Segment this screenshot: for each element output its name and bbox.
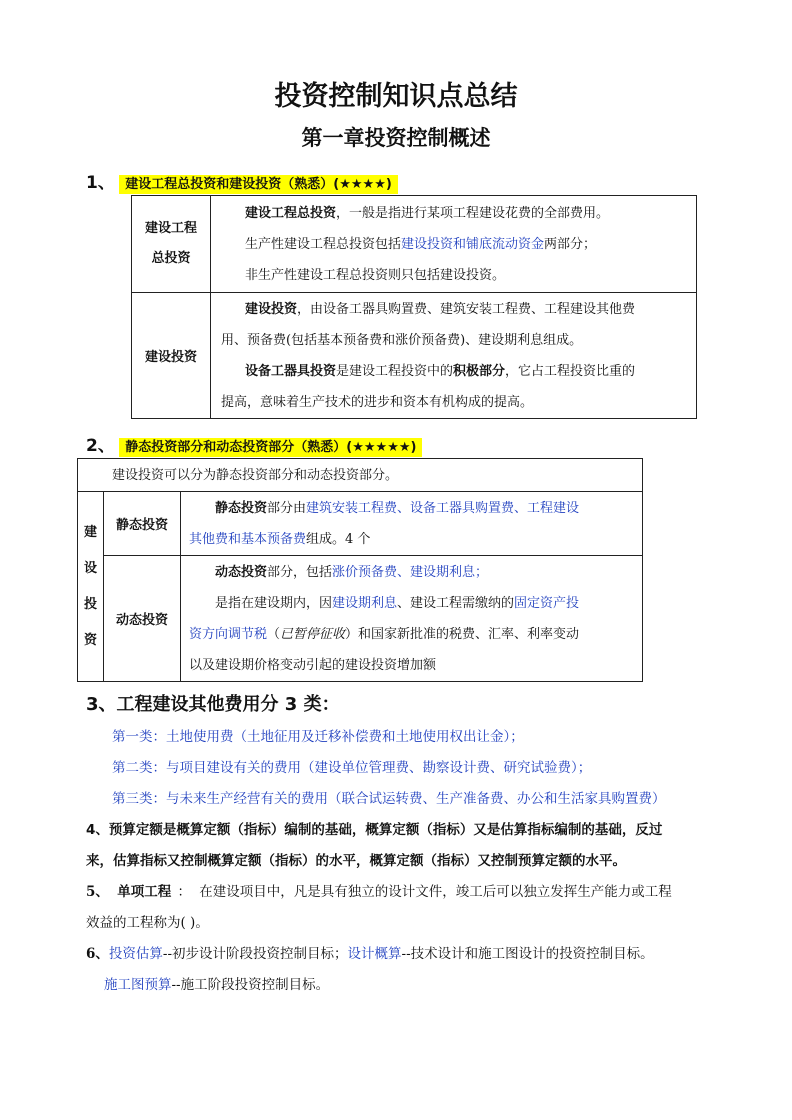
highlight-text: 资方向调节税 bbox=[189, 626, 268, 642]
highlight-text: 设计概算 bbox=[347, 946, 402, 962]
text: 部分由 bbox=[267, 500, 307, 516]
highlight-text: 施工图预算 bbox=[104, 977, 172, 993]
section-5-term: 单项工程 bbox=[117, 884, 172, 900]
section-3-list bbox=[112, 722, 666, 815]
section-2-table bbox=[77, 458, 643, 682]
section-4-line: 来，估算指标又控制概算定额（指标）的水平，概算定额（指标）又控制预算定额的水平。 bbox=[86, 853, 626, 869]
section-1-table bbox=[131, 195, 697, 419]
text: --技术设计和施工图设计的投资控制目标。 bbox=[401, 946, 654, 962]
list-item: 第一类：土地使用费（土地征用及迁移补偿费和土地使用权出让金）； bbox=[112, 729, 524, 745]
table-cell bbox=[211, 293, 697, 419]
table-cell bbox=[211, 196, 697, 293]
table-row bbox=[132, 196, 697, 293]
list-item: 第二类：与项目建设有关的费用（建设单位管理费、勘察设计费、研究试验费）； bbox=[112, 760, 592, 776]
section-5-text: 效益的工程称为( )。 bbox=[86, 915, 209, 931]
section-4 bbox=[86, 815, 662, 877]
text: 生产性建设工程总投资包括 bbox=[245, 236, 402, 252]
bold-term: 设备工器具投资 bbox=[245, 363, 337, 379]
table-row-header bbox=[132, 293, 211, 419]
row-header-line: 总投资 bbox=[151, 251, 191, 266]
section-1-heading-text: 建设工程总投资和建设投资（熟悉）(★★★★) bbox=[119, 175, 398, 194]
highlight-text: 建设投资和铺底流动资金 bbox=[401, 236, 545, 252]
highlight-text: 涨价预备费、建设期利息； bbox=[332, 564, 489, 580]
table-row-header bbox=[132, 196, 211, 293]
table-cell bbox=[181, 556, 643, 682]
row-header-line: 建设工程 bbox=[144, 221, 197, 236]
bold-term: 静态投资 bbox=[215, 500, 268, 516]
text: 组成。4 个 bbox=[306, 531, 371, 547]
row-header-line: 建设投资 bbox=[144, 350, 197, 365]
table-row-header bbox=[104, 492, 181, 556]
bold-term: 动态投资 bbox=[215, 564, 268, 580]
text: 、建设工程需缴纳的 bbox=[397, 595, 515, 611]
section-2-heading bbox=[86, 431, 422, 456]
table-row bbox=[78, 556, 643, 682]
text: 用、预备费(包括基本预备费和涨价预备费)、建设期利息组成。 bbox=[221, 332, 583, 348]
text: ，它占工程投资比重的 bbox=[505, 363, 636, 379]
section-4-line: 4、预算定额是概算定额（指标）编制的基础，概算定额（指标）又是估算指标编制的基础，反过 bbox=[86, 822, 663, 838]
section-1-heading bbox=[86, 168, 398, 193]
section-2-heading-text: 静态投资部分和动态投资部分（熟悉）(★★★★★) bbox=[119, 438, 422, 457]
section-5-number: 5、 bbox=[86, 884, 109, 900]
row-header-line: 动态投资 bbox=[115, 613, 168, 628]
table-cell bbox=[78, 459, 643, 492]
table-row bbox=[78, 492, 643, 556]
text: --初步设计阶段投资控制目标； bbox=[162, 946, 348, 962]
text: （ bbox=[267, 626, 281, 642]
highlight-text: 建筑安装工程费、设备工器具购置费、工程建设 bbox=[306, 500, 580, 516]
text: ，由设备工器具购置费、建筑安装工程费、工程建设其他费 bbox=[297, 301, 636, 317]
italic-text: 已暂停征收 bbox=[280, 626, 346, 642]
row-header-line: 静态投资 bbox=[115, 518, 168, 533]
side-label-char: 投 bbox=[83, 596, 97, 612]
chapter-title: 第一章投资控制概述 bbox=[301, 126, 491, 150]
section-3-heading: 3、工程建设其他费用分 3 类： bbox=[86, 694, 340, 715]
text: 是建设工程投资中的 bbox=[336, 363, 454, 379]
text: 部分，包括 bbox=[267, 564, 333, 580]
side-label bbox=[78, 492, 104, 682]
text: ，一般是指进行某项工程建设花费的全部费用。 bbox=[336, 205, 610, 221]
section-5 bbox=[86, 877, 672, 939]
text: 非生产性建设工程总投资则只包括建设投资。 bbox=[245, 267, 506, 283]
bold-term: 建设工程总投资 bbox=[245, 205, 337, 221]
table-cell bbox=[181, 492, 643, 556]
bold-term: 建设投资 bbox=[245, 301, 298, 317]
text: --施工阶段投资控制目标。 bbox=[171, 977, 330, 993]
table-row bbox=[132, 293, 697, 419]
highlight-text: 其他费和基本预备费 bbox=[189, 531, 307, 547]
highlight-text: 固定资产投 bbox=[514, 595, 580, 611]
highlight-text: 建设期利息 bbox=[332, 595, 398, 611]
text: 是指在建设期内，因 bbox=[215, 595, 333, 611]
text: 建设投资可以分为静态投资部分和动态投资部分。 bbox=[112, 467, 399, 483]
side-label-char: 资 bbox=[83, 632, 97, 648]
table-row-header bbox=[104, 556, 181, 682]
document-title: 投资控制知识点总结 bbox=[274, 81, 518, 112]
text: 提高，意味着生产技术的进步和资本有机构成的提高。 bbox=[221, 394, 534, 410]
section-2-number: 2、 bbox=[86, 436, 115, 456]
section-5-text: 在建设项目中，凡是具有独立的设计文件，竣工后可以独立发挥生产能力或工程 bbox=[199, 884, 672, 900]
list-item: 第三类：与未来生产经营有关的费用（联合试运转费、生产准备费、办公和生活家具购置费） bbox=[112, 791, 666, 807]
side-label-char: 设 bbox=[83, 560, 97, 576]
section-6-number: 6、 bbox=[86, 946, 109, 962]
text: 以及建设期价格变动引起的建设投资增加额 bbox=[189, 657, 437, 673]
bold-term: 积极部分 bbox=[453, 363, 506, 379]
section-5-colon: ： bbox=[177, 884, 191, 900]
side-label-char: 建 bbox=[83, 524, 97, 540]
table-row bbox=[78, 459, 643, 492]
section-1-number: 1、 bbox=[86, 173, 115, 193]
highlight-text: 投资估算 bbox=[108, 946, 163, 962]
text: 两部分； bbox=[544, 236, 597, 252]
text: ）和国家新批准的税费、汇率、利率变动 bbox=[345, 626, 580, 642]
section-6 bbox=[86, 939, 654, 1001]
